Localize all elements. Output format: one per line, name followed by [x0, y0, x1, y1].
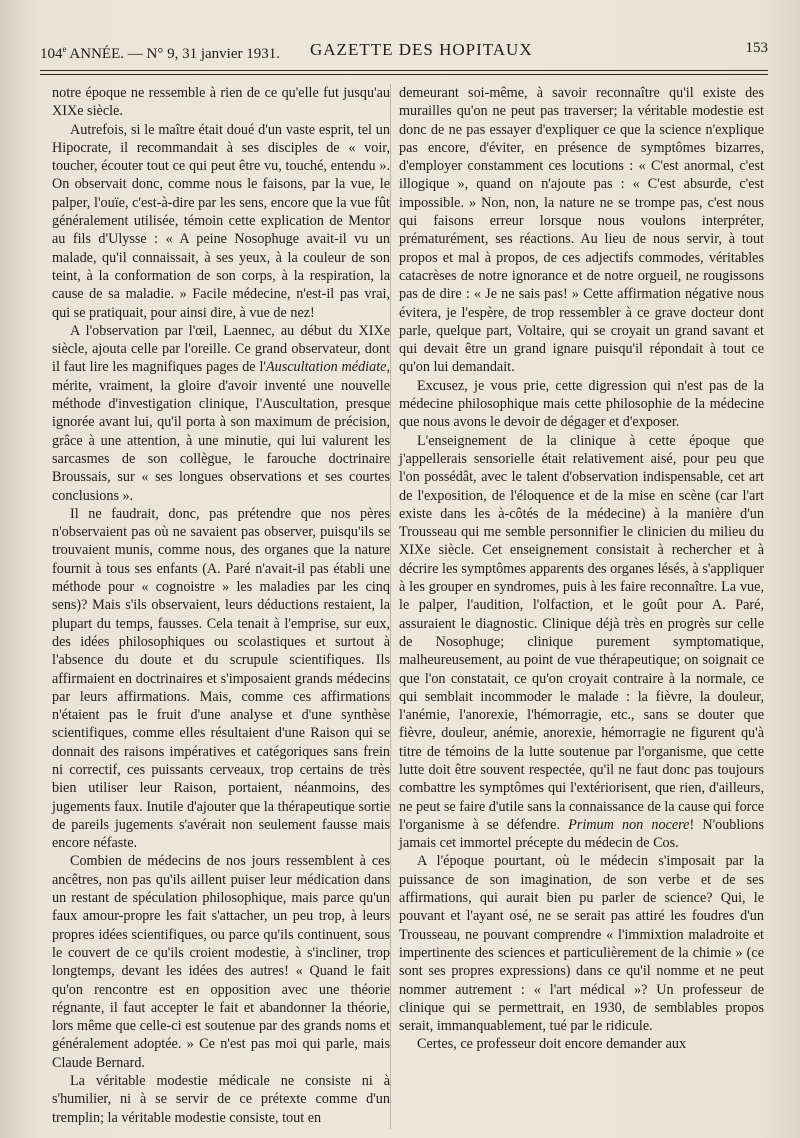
paragraph-text: A l'observation par l'œil, Laennec, au début du XIXe siècle, ajouta celle par l'oreille. Ce grand observateur, dont il faut lire les magnifiques pages de l' — [52, 322, 390, 376]
paragraph: A l'époque pourtant, où le médecin s'imposait par la puissance de son imagination, de son verbe et de ses affirmations, qui aurait bien pu parler de science? Qui, le pouvant et l'ayant osé, ne se serait pas attiré les foudres d'un Trousseau, ne pouvant comprendre « l'immixtion maladroite et impertinente des sciences et particulièrement de la chimie » (ce sont ses propres expressions) dans ce qu'il nomme et ne peut nommer autrement : « l'art médical »? Un professeur de clinique qui se permettrait, en 1930, de semblables propos serait, immanquablement, tué par le ridicule. — [399, 853, 764, 1035]
paragraph: Autrefois, si le maître était doué d'un vaste esprit, tel un Hipocrate, il recommandait à ses disciples de « voir, toucher, écouter tout ce qui peut être vu, touché, entendu ». On observait donc, comme nous le faisons, par la vue, le palper, l'ouïe, c'est-à-dire par les sens, encore que la vue fût généralement utilisée, témoin cette explication de Mentor au fils d'Ulysse : « A peine Nosophuge avait-il vu un malade, qu'il connaissait, à ses yeux, à la couleur de son teint, à la conformation de son corps, à la respiration, la cause de sa maladie. » Facile médecine, n'est-il pas vrai, qui se pratiquait, pour ainsi dire, à vue de nez! — [52, 121, 390, 321]
paragraph-text: L'enseignement de la clinique à cette époque que j'appellerais sensorielle était relativement aisé, pour peu que l'on possédât, avec le talent d'observation indispensable, cet art de l'exposition, de l'éloquence et de la mise en scène (car l'art existe dans les à-côtés de la médecine) à la manière d'un Trousseau qui me semble personnifier le clinicien du milieu du XIXe siècle. Cet enseignement consistait à rechercher et à décrire les symptômes apparents des organes lésés, à s'appliquer à les grouper en syndromes, puis à les faire reconnaître. La vue, le palper, l'audition, l'olfaction, et le goût pour A. Paré, assuraient le diagnostic. Clinique déjà très en progrès sur celle de Nosophuge; clinique purement symptomatique, malheureusement, au point de vue thérapeutique; on soignait ce que l'on constatait, ce qu'on croyait contraire à la normale, ce qui semblait incommoder le malade : la fièvre, la douleur, l'anémie, l'anorexie, l'hémorragie, etc., sans se douter que fièvre, douleur, anémie, anorexie, hémorragie ne figurent qu'à titre de témoins de la lutte soutenue par l'organisme, que cette lutte doit être souvent respectée, qu'il ne faut donc pas toujours combattre les symptômes qui l'extériorisent, que rien, d'ailleurs, ne peut se faire d'utile sans la connaissance de la cause qui force l'organisme à se défendre. — [399, 432, 764, 833]
year-number: 104 — [40, 46, 63, 62]
paragraph — [399, 432, 764, 853]
paragraph: La véritable modestie médicale ne consiste ni à s'humilier, ni à se servir de ce prétexte comme d'un tremplin; la véritable modestie consiste, tout en — [52, 1073, 390, 1126]
left-column — [52, 84, 390, 1127]
paragraph: Combien de médecins de nos jours ressemblent à ces ancêtres, non pas qu'ils aillent puiser leur médication dans un restant de spéculation philosophique, mais parce qu'un faux amour-propre les fait s'attacher, un peu trop, à leurs propres idées scientifiques, ou parce qu'ils continuent, sous le couvert de ce qu'ils croient modestie, à s'incliner, trop longtemps, devant les idées des autres! « Quand le fait qu'on rencontre est en opposition avec une théorie régnante, il faut accepter le fait et abandonner la théorie, lors même que celle-ci est soutenue par des grands noms et généralement adoptée. » Ce n'est pas moi qui parle, mais Claude Bernard. — [52, 853, 390, 1071]
page-number: 153 — [745, 40, 768, 56]
header-rule-top — [40, 70, 768, 71]
paragraph: Il ne faudrait, donc, pas prétendre que nos pères n'observaient pas où ne savaient pas observer, puisqu'ils se trouvaient munis, comme nous, des organes que la nature fournit à tous ses enfants (A. Paré n'avait-il pas établi une méthode pour « cognoistre » les maladies par les cinq sens)? Mais s'ils observaient, leurs déductions restaient, la plupart du temps, fausses. Cela tenait à l'emprise, sur eux, des idées philosophiques ou scolastiques et surtout à l'absence du doute et du scrupule scientifiques. Ils affirmaient en doctrinaires et s'imposaient grands médecins par leurs affirmations. Mais, comme ces affirmations n'étaient pas le fruit d'une analyse et d'une synthèse scientifiques, comme elles résultaient d'une Raison qui se donnait des raisons impératives et catégoriques sans frein ni correctif, ces puissants cerveaux, trop certains de très bien utiliser leur Raison, portaient, néanmoins, des jugements faux. Inutile d'ajouter que la thérapeutique sortie de pareils jugements s'avérait non seulement fausse mais encore néfaste. — [52, 505, 390, 852]
year-superscript: e — [62, 44, 67, 54]
paragraph: notre époque ne ressemble à rien de ce qu'elle fut jusqu'au XIXe siècle. — [52, 85, 390, 120]
paragraph: demeurant soi-même, à savoir reconnaître qu'il existe des murailles qu'on ne peut pas traverser; la véritable modestie est donc de ne pas essayer d'expliquer ce que la science n'explique pas encore, d'éviter, en présence de symptômes bizarres, d'employer constamment ces locutions : « C'est anormal, c'est illogique », quand on n'ajoute pas : « C'est absurde, c'est impossible. » Non, non, la nature ne se trompe pas, c'est nous qui faisons erreur lorsque nous voulons interpréter, prématurément, ses réactions. Au lieu de nous servir, à tout propos et mal à propos, de ces adjectifs commodes, véritables catacrèses de notre ignorance et de notre orgueil, ne rougissons pas de dire : « Je ne sais pas! » Cette affirmation négative nous évitera, je l'espère, de trop ressembler à ce grave docteur dont parle, quelque part, Voltaire, qui se croyait un grand savant et qui devait être un grand ignare puisqu'il répondait à tout ce qu'on lui demandait. — [399, 85, 764, 376]
latin-quote: Primum non nocere — [568, 816, 690, 833]
book-title: Auscultation médiate — [265, 359, 387, 376]
paragraph: Excusez, je vous prie, cette digression qui n'est pas de la médecine philosophique mais cette philosophie de la médecine que nous avons le devoir de dégager et d'exposer. — [399, 377, 764, 431]
paragraph: Certes, ce professeur doit encore demander aux — [417, 1036, 687, 1053]
right-column — [399, 84, 764, 1054]
issue-date: ANNÉE. — N° 9, 31 janvier 1931. — [66, 46, 280, 62]
issue-info — [40, 44, 280, 63]
paragraph-text: ! N'oublions jamais cet immortel précepte du médecin de Cos. — [399, 816, 764, 852]
column-divider — [390, 84, 391, 1129]
paragraph-text: , mérite, vraiment, la gloire d'avoir inventé une nouvelle méthode d'investigation clinique, l'Auscultation, presque ignorée avant lui, qu'il porta à son maximum de précision, grâce à une attention, à une minutie, qui lui valurent les sarcasmes de son collègue, le farouche doctrinaire Broussais, sur « ses longues observations et ses courtes conclusions ». — [52, 359, 390, 504]
header-rule-bottom — [40, 74, 768, 75]
journal-title: GAZETTE DES HOPITAUX — [310, 40, 533, 59]
paragraph — [52, 322, 390, 505]
page-header — [40, 36, 768, 68]
